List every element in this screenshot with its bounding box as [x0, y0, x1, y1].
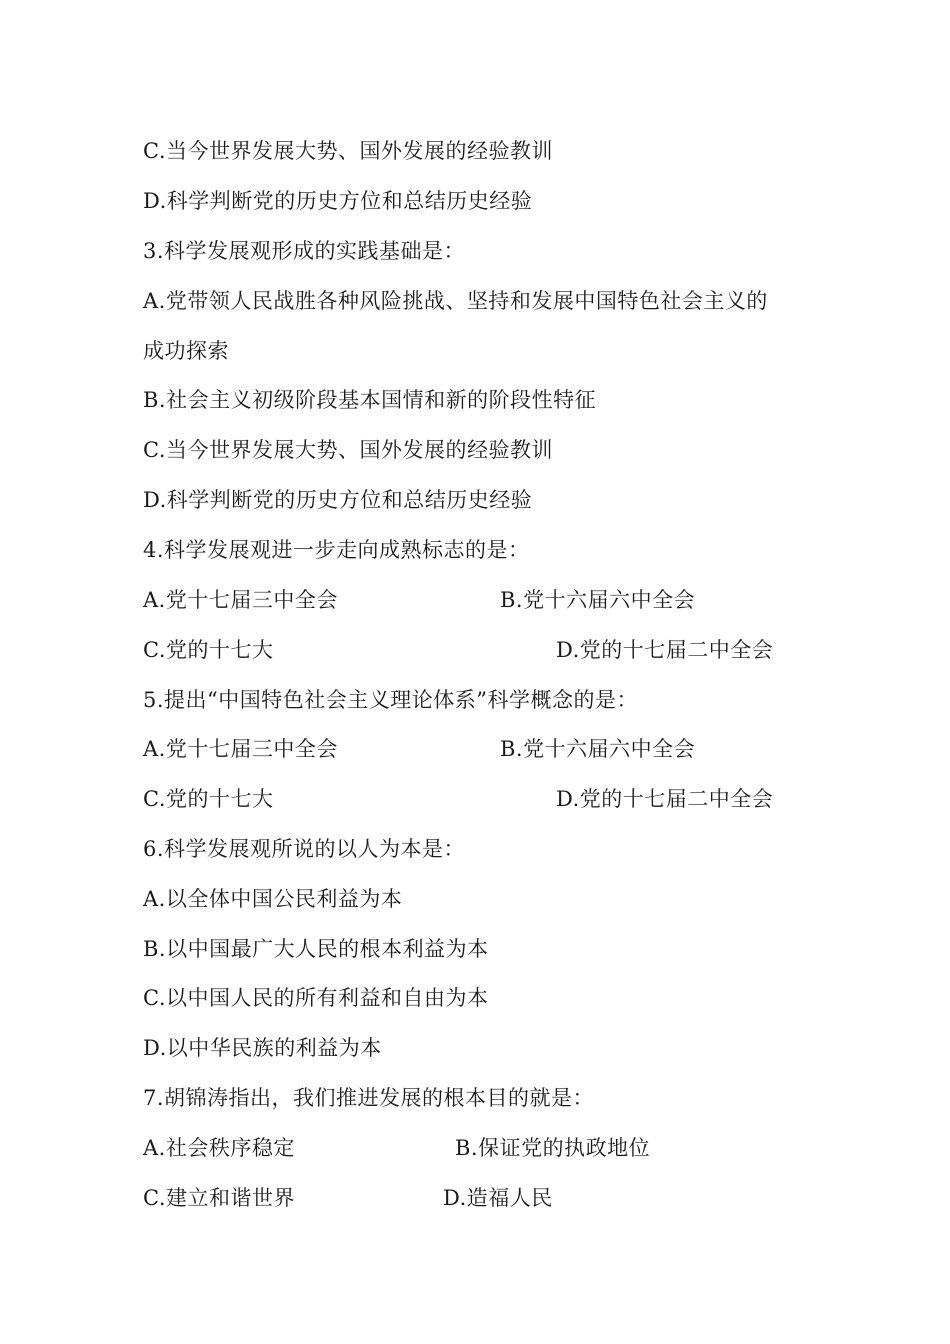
option-d-q4: D.党的十七届二中全会 [556, 638, 774, 662]
option-d-q2: D.科学判断党的历史方位和总结历史经验 [143, 189, 533, 213]
option-d-q5: D.党的十七届二中全会 [556, 787, 774, 811]
question-3: 3.科学发展观形成的实践基础是： [143, 239, 466, 263]
question-4: 4.科学发展观进一步走向成熟标志的是： [143, 538, 530, 562]
option-b-q6: B.以中国最广大人民的根本利益为本 [143, 937, 489, 961]
option-a-q3-line1: A.党带领人民战胜各种风险挑战、坚持和发展中国特色社会主义的 [143, 289, 768, 313]
option-b-q7: B.保证党的执政地位 [455, 1136, 651, 1160]
option-a-q3-line2: 成功探索 [143, 339, 229, 363]
question-5: 5.提出“中国特色社会主义理论体系”科学概念的是： [143, 688, 639, 712]
option-b-q5: B.党十六届六中全会 [500, 737, 696, 761]
option-b-q3: B.社会主义初级阶段基本国情和新的阶段性特征 [143, 388, 597, 412]
question-7: 7.胡锦涛指出，我们推进发展的根本目的就是： [143, 1086, 595, 1110]
option-a-q7: A.社会秩序稳定 [143, 1136, 295, 1160]
option-a-q6: A.以全体中国公民利益为本 [143, 887, 403, 911]
question-6: 6.科学发展观所说的以人为本是： [143, 837, 466, 861]
option-a-q5: A.党十七届三中全会 [143, 737, 338, 761]
option-b-q4: B.党十六届六中全会 [500, 588, 696, 612]
option-c-q2: C.当今世界发展大势、国外发展的经验教训 [143, 139, 553, 163]
option-d-q6: D.以中华民族的利益为本 [143, 1036, 382, 1060]
option-c-q4: C.党的十七大 [143, 638, 274, 662]
option-c-q3: C.当今世界发展大势、国外发展的经验教训 [143, 438, 553, 462]
option-c-q5: C.党的十七大 [143, 787, 274, 811]
option-d-q3: D.科学判断党的历史方位和总结历史经验 [143, 488, 533, 512]
option-d-q7: D.造福人民 [443, 1186, 553, 1210]
option-a-q4: A.党十七届三中全会 [143, 588, 338, 612]
option-c-q7: C.建立和谐世界 [143, 1186, 295, 1210]
option-c-q6: C.以中国人民的所有利益和自由为本 [143, 986, 489, 1010]
